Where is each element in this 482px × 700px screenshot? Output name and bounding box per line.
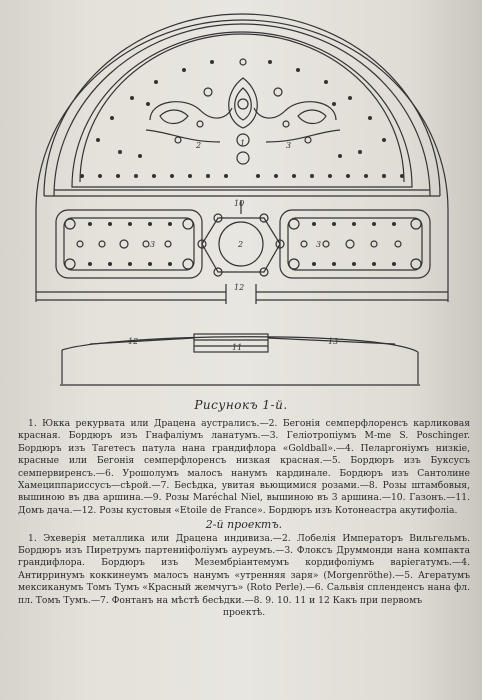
project2-legend: 1. Эхеверія металлика или Драцена индивиза.—2. Лобелія Императоръ Вильгельмъ. Бордюръ изъ Пиретрумъ партениіфоліумъ ауреумъ.—3. Флоксъ Друммонди нана компакта грандифлора. Бордюръ изъ Мезембріантемумъ кордифоліумъ варіегатумъ.—4. Антирринумъ коккинеумъ малосъ нанумъ «утренняя заря» (Morgenröthe).—5. Агератумъ мексиканумъ Томъ Тумъ «Красный жемчугъ» (Roto Perle).—6. Сальвія спленденсъ нана фл. пл. Томъ Тумъ.—7. Фонтанъ на мѣстѣ бесѣдки.—8. 9. 10. 11 и 12 Какъ при первомъ <box>18 532 470 606</box>
fig-label-left-3: 3 <box>150 240 156 249</box>
fig-label-12: 12 <box>234 283 245 292</box>
elev-label-12: 12 <box>128 337 139 346</box>
fig-label-hex-2: 2 <box>238 240 244 249</box>
fig-label-1: 1 <box>240 139 246 148</box>
semicircle-bed <box>36 14 448 302</box>
elev-label-13: 13 <box>328 337 339 346</box>
fig-label-3: 3 <box>286 141 292 150</box>
fig-label-right-3: 3 <box>316 240 322 249</box>
elevation-view <box>60 334 420 385</box>
project2-title: 2-й проектъ. <box>205 518 283 532</box>
elev-label-11: 11 <box>232 343 243 352</box>
left-rect-bed <box>56 210 202 278</box>
legend-text <box>18 418 470 620</box>
scroll-rosettes <box>175 88 311 143</box>
fig-label-10: 10 <box>234 199 245 208</box>
right-rect-bed <box>280 210 430 278</box>
fig-label-2: 2 <box>196 141 202 150</box>
project2-last-line: проектѣ. <box>222 607 266 619</box>
project1-legend: 1. Юкка рекурвата или Драцена аустралисъ.—2. Бегонія семперфлоренсъ карликовая красная. Бордюръ изъ Гнафаліумъ ланатумъ.—3. Геліотропіумъ M-me S. Poschinger. Бордюръ изъ Тагетесъ патула нана грандифлора «Goldball».—4. Пеларгоніумъ низкіе, красные или Бегонія семперфлоренсъ низкая красная.—5. Бордюръ изъ Буксусъ семпервиренсъ.—6. Урошолумъ малосъ нанумъ кардинале. Бордюръ изъ Сантолине Хамециппариссусъ—сѣрой.—7. Бесѣдка, увитая вьющимися розами.—8. Розы штамбовыя, вышиною въ два аршина.—9. Розы Maréchal Niel, вышиною въ 3 аршина.—10. Газонъ.—11. Домъ дача.—12. Розы кустовыя «Etoile de France». Бордюръ изъ Котонеастра акутифоліа. <box>18 418 470 516</box>
figure-caption: Рисунокъ 1-й. <box>194 398 288 412</box>
